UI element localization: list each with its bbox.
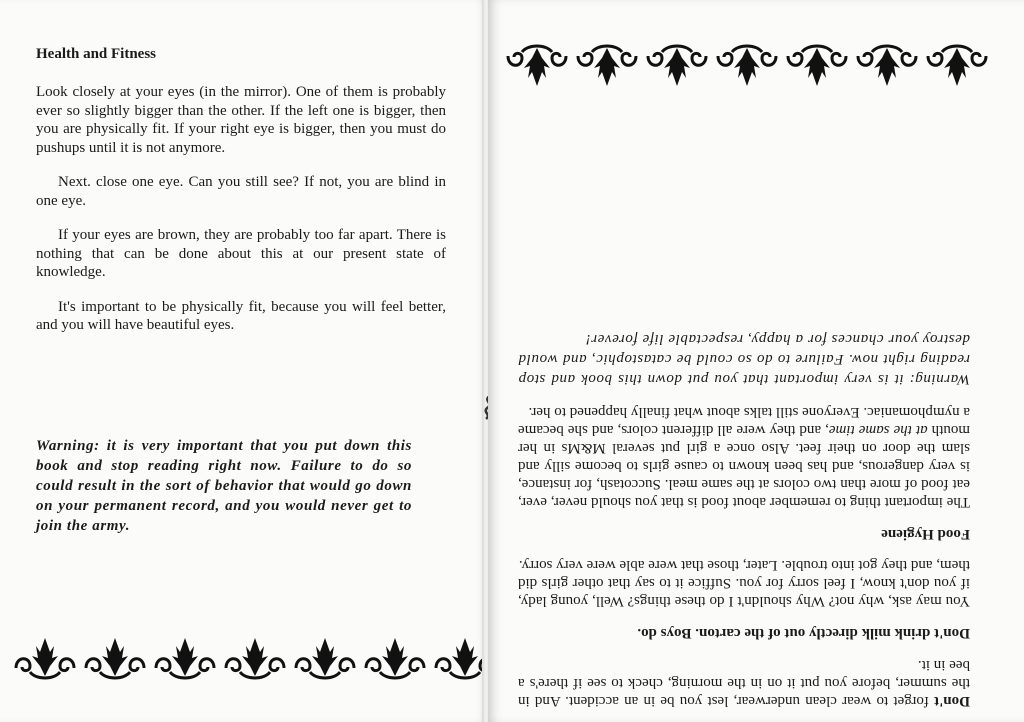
paragraph-eye-size: Look closely at your eyes (in the mirror). One of them is probably ever so slightly bigger than the other. If the left one is bigger, then you are physically fit. If your right eye is bigger, then you must do pushups until it is not anymore. (36, 84, 446, 156)
fleuron-icon (362, 632, 428, 682)
paragraph-clean-underwear-text: forget to wear clean underwear, lest you be in an accident. And in the summer, before you put it on in the morning, check to see if there's a bee in it. (518, 657, 970, 709)
dont-lead-2: Don't (934, 625, 970, 641)
fleuron-icon (152, 632, 218, 682)
food-hygiene-title: Food Hygiene (881, 526, 970, 542)
food-colors-italic: at the same time (828, 422, 928, 438)
warning-text: Warning: it is very important that you put down this book and stop reading right now. Failure to do so could result in the sort of behavior that would go down on your permanent record, and you would never get to join the army. (36, 438, 412, 534)
paragraph-brown-eyes: If your eyes are brown, they are probably too far apart. There is nothing that can be done about this at our present state of knowledge. (36, 227, 446, 280)
ornament-border-upside-down (504, 42, 990, 92)
left-page-body (36, 46, 446, 351)
fleuron-icon (924, 42, 990, 92)
paragraph-milk (518, 624, 970, 642)
paragraph-why-not: You may ask, why not? Why shouldn't I do these things? Well, young lady, if you don't know, I feel sorry for you. Suffice it to say that other girls did them, and they got into trouble. Later, those that were able were very sorry. (518, 557, 970, 609)
fleuron-icon (82, 632, 148, 682)
warning-block (36, 436, 412, 536)
paragraph-close-eye: Next. close one eye. Can you still see? If not, you are blind in one eye. (36, 174, 446, 209)
fleuron-icon (644, 42, 710, 92)
paragraph-milk-text: drink milk directly out of the carton. Boys do. (637, 625, 935, 641)
paragraph-physically-fit: It's important to be physically fit, because you will feel better, and you will have beautiful eyes. (36, 298, 446, 333)
paragraph-food-colors (518, 403, 970, 511)
fleuron-icon (784, 42, 850, 92)
dont-lead: Don't (934, 693, 970, 709)
fleuron-icon (432, 632, 486, 682)
paragraph-clean-underwear (518, 656, 970, 710)
upside-down-text (518, 120, 970, 710)
ornament-border (12, 632, 486, 682)
food-colors-a: The important thing to remember about food is that you should never, ever, eat food of more than two colors at the same meal. Succotash, for instance, is very dangerous, and has been known to cause girls to become silly and slam the door on their feet. Also once a girl put several M&Ms in her mouth (518, 422, 970, 510)
fleuron-icon (292, 632, 358, 682)
fleuron-icon (222, 632, 288, 682)
fleuron-icon (714, 42, 780, 92)
fleuron-icon (504, 42, 570, 92)
right-warning-text: Warning: it is very important that you put down this book and stop reading right now. Failure to do so could be catastophic, and would destroy your chances for a happy, respectable life forever! (518, 331, 970, 387)
right-page (488, 0, 1024, 722)
fleuron-icon (574, 42, 640, 92)
fleuron-icon (854, 42, 920, 92)
left-page (0, 0, 486, 722)
fleuron-icon (12, 632, 78, 682)
food-colors-b: , and they were all different colors, and she became a nymphomaniac. Everyone still talks about what finally happened to her. (518, 404, 970, 438)
section-title: Health and Fitness (36, 46, 157, 62)
